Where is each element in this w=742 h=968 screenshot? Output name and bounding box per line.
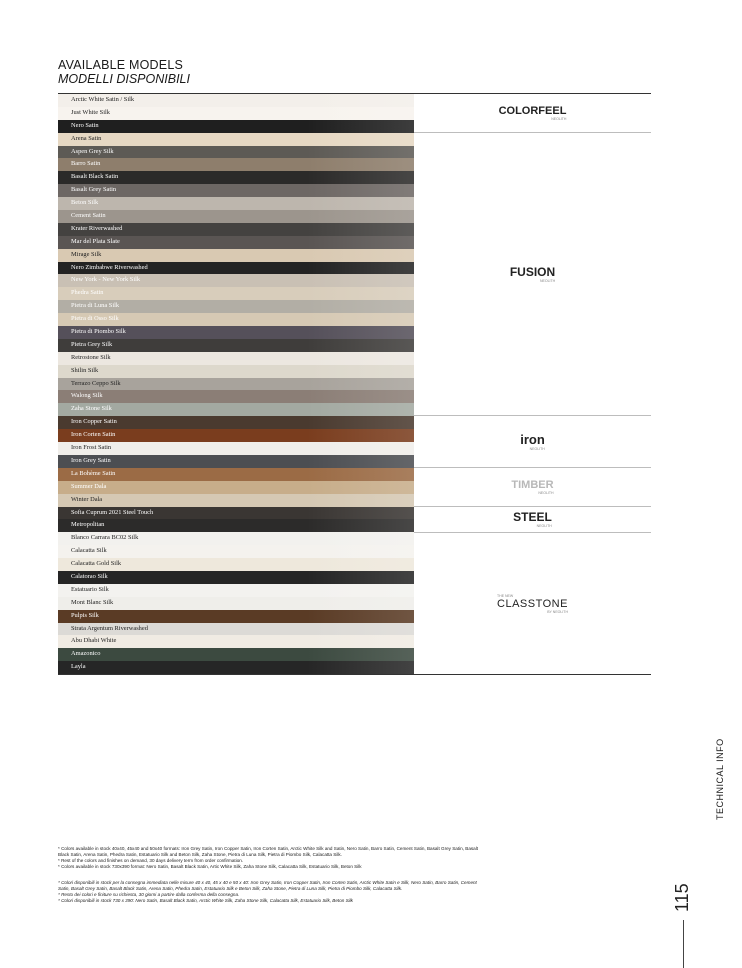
model-row: Walong Silk — [58, 390, 414, 403]
model-row: Iron Copper Satin — [58, 416, 414, 429]
collection-logo: iron — [520, 432, 545, 448]
model-row: Amazonico — [58, 648, 414, 661]
model-row: Iron Frost Satin — [58, 442, 414, 455]
model-row: Nero Zimbabwe Riverwashed — [58, 262, 414, 275]
note-en-2: Black Satin, Arena Satin, Phedra Satin, Estatuario Silk and Beton Silk, Zaha Stone, Pietra di Luna Silk, Pietra di Piombo Silk, Calacatta Silk. — [58, 852, 342, 857]
model-row: New York - New York Silk — [58, 274, 414, 287]
model-row: Pietra di Piombo Silk — [58, 326, 414, 339]
model-row: Just White Silk — [58, 107, 414, 120]
collection-fusion-block — [414, 133, 651, 417]
model-row: Mar del Plata Slate — [58, 236, 414, 249]
note-it-2: Satin, Basalt Grey Satin, Basalt Black Satin, Arena Satin, Phedra Satin, Estatuario Silk e Beton Silk, Zaha Stone, Pietra di Luna Silk, Pietra di Piombo Silk, Calacatta Silk. — [58, 886, 403, 891]
model-row: Shilin Silk — [58, 365, 414, 378]
collection-sublabel: BY NEOLITH — [547, 609, 568, 614]
model-row: Mont Blanc Silk — [58, 597, 414, 610]
model-row: Winter Dala — [58, 494, 414, 507]
section-tab[interactable]: TECHNICAL INFO — [715, 738, 725, 820]
page-title: AVAILABLE MODELS — [58, 58, 184, 72]
footnotes — [58, 846, 648, 904]
model-row: Abu Dhabi White — [58, 635, 414, 648]
collection-logo: COLORFEEL — [498, 104, 567, 117]
page-subtitle: MODELLI DISPONIBILI — [58, 72, 190, 86]
model-row: Pietra di Osso Silk — [58, 313, 414, 326]
model-row: Calatorao Silk — [58, 571, 414, 584]
table-bottom-rule — [58, 674, 651, 675]
page-number: 115 — [672, 883, 692, 912]
collection-timber-block — [414, 468, 651, 507]
model-row: Iron Corten Satin — [58, 429, 414, 442]
collection-iron-block — [414, 416, 651, 468]
model-list — [58, 94, 414, 674]
collection-column — [414, 94, 651, 674]
model-row: Krater Riverwashed — [58, 223, 414, 236]
collection-logo: FUSION — [509, 265, 556, 280]
note-en-4: * Colors available in stock 730x390 format: Nero Satin, Basalt Black Satin, Artic White Silk, Zaha Stone Silk, Calacatta Silk, Estatuario Silk, Beton Silk — [58, 864, 362, 869]
model-row: Terrazo Ceppo Silk — [58, 378, 414, 391]
note-en-1: * Colors available in stock 40x40, 45x40 and 50x40 formats: Iron Grey Satin, Iron Copper Satin, Iron Corten Satin, Arctic White Silk and Satin, Nero Satin, Barro Satin, Cement Satin, Basalt Grey Satin, Basalt — [58, 846, 479, 851]
model-row: Pietra Grey Silk — [58, 339, 414, 352]
model-row: Metropolitan — [58, 519, 414, 532]
note-en-3: * Rest of the colors and finishes on demand, 30 days delivery term from order confirmation. — [58, 858, 244, 863]
collection-sublabel: NEOLITH — [536, 524, 552, 529]
note-it-1: * Colori disponibili in stock per la consegna immediata nelle misure 40 x 40, 45 x 40 e 50 x 40: Iron Grey Satin, Iron Copper Satin, Iron Corten Satin, Arctic White Satin e Silk, Nero Satin, Barro Satin, Cement — [58, 880, 477, 885]
collection-classtone-block — [414, 533, 651, 675]
model-row: Barro Satin — [58, 158, 414, 171]
model-row: Iron Grey Satin — [58, 455, 414, 468]
page-number-rule — [683, 920, 684, 968]
model-row: Pulpis Silk — [58, 610, 414, 623]
model-row: Calacatta Silk — [58, 545, 414, 558]
collection-sublabel: NEOLITH — [529, 447, 545, 452]
model-row: Pietra di Luna Silk — [58, 300, 414, 313]
model-row: Beton Silk — [58, 197, 414, 210]
model-row: Nero Satin — [58, 120, 414, 133]
collection-colorfeel-block — [414, 94, 651, 133]
model-row: Basalt Black Satin — [58, 171, 414, 184]
model-row: Aspen Grey Silk — [58, 146, 414, 159]
model-row: Zaha Stone Silk — [58, 403, 414, 416]
model-row: Sofia Cuprum 2021 Steel Touch — [58, 507, 414, 520]
model-row: Layla — [58, 661, 414, 674]
model-row: Summer Dala — [58, 481, 414, 494]
collection-logo: CLASSTONE — [497, 597, 568, 610]
model-row: La Bohème Satin — [58, 468, 414, 481]
collection-logo: TIMBER — [511, 478, 554, 491]
model-row: Basalt Grey Satin — [58, 184, 414, 197]
collection-steel-block — [414, 507, 651, 533]
model-row: Mirage Silk — [58, 249, 414, 262]
model-row: Blanco Carrara BC02 Silk — [58, 532, 414, 545]
collection-sublabel: NEOLITH — [538, 490, 554, 495]
model-row: Estatuario Silk — [58, 584, 414, 597]
model-row: Cement Satin — [58, 210, 414, 223]
model-row: Calacatta Gold Silk — [58, 558, 414, 571]
collection-sublabel: NEOLITH — [540, 279, 556, 284]
collection-prefix: THE NEW — [497, 593, 514, 598]
model-row: Arena Satin — [58, 133, 414, 146]
collection-logo: STEEL — [513, 510, 552, 525]
model-row: Retrostone Silk — [58, 352, 414, 365]
model-row: Phedra Satin — [58, 287, 414, 300]
model-row: Arctic White Satin / Silk — [58, 94, 414, 107]
model-row: Strata Argentum Riverwashed — [58, 623, 414, 636]
note-it-4: * Colori disponibili in stock 730 x 390: Nero Satin, Basalt Black Satin, Arctic White Silk, Zaha Stone Silk, Calacatta Silk, Estatuario Silk, Beton Silk — [58, 898, 353, 903]
collection-sublabel: NEOLITH — [551, 116, 567, 121]
note-it-3: * Resto dei colori e finiture su richiesta, 30 giorni a partire dalla conferma della consegna. — [58, 892, 240, 897]
